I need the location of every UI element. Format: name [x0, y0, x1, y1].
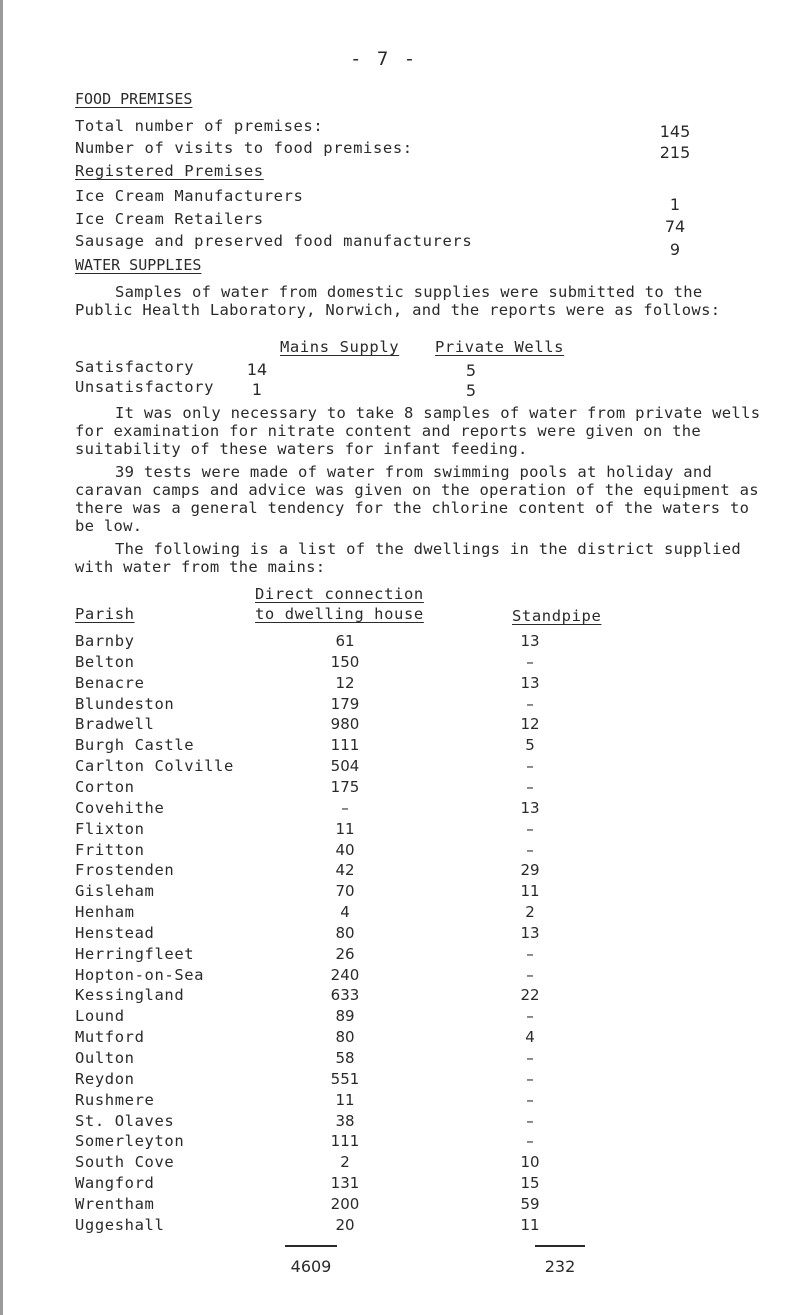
direct-connection-count: 150 — [330, 652, 360, 671]
direct-connection-count: 111 — [330, 736, 360, 755]
standpipe-count: – — [526, 652, 534, 671]
parish-name: Barnby — [75, 632, 135, 650]
standpipe-count: 13 — [520, 632, 540, 650]
direct-connection-count: 89 — [335, 1007, 355, 1026]
registered-item-value: 1 — [669, 195, 681, 214]
registered-item-value: 74 — [664, 217, 686, 236]
wells-count: 5 — [465, 361, 477, 380]
standpipe-count: 4 — [525, 1028, 535, 1047]
registered-item-label: Ice Cream Retailers — [75, 210, 264, 228]
parish-name: Corton — [75, 777, 135, 796]
parish-name: Gisleham — [75, 882, 155, 901]
visits-label: Number of visits to food premises: — [75, 139, 413, 157]
page-edge — [0, 0, 3, 1315]
total-rule-standpipe — [535, 1245, 585, 1247]
standpipe-count: – — [526, 840, 534, 859]
parish-name: Fritton — [75, 840, 145, 859]
direct-connection-count: 38 — [335, 1111, 355, 1130]
direct-connection-count: 179 — [330, 694, 360, 713]
registered-item-label: Ice Cream Manufacturers — [75, 187, 304, 205]
direct-connection-count: 58 — [335, 1049, 355, 1067]
food-premises-heading: FOOD PREMISES — [75, 90, 193, 108]
direct-connection-count: 12 — [335, 673, 355, 692]
page-number: - 7 - — [350, 48, 418, 70]
mains-count: 14 — [246, 360, 268, 379]
standpipe-count: – — [526, 1007, 534, 1026]
direct-connection-count: 131 — [330, 1174, 360, 1193]
parish-name: Bradwell — [75, 715, 155, 734]
direct-connection-count: 551 — [330, 1069, 360, 1088]
direct-connection-count: 42 — [335, 861, 355, 880]
standpipe-count: 15 — [520, 1174, 540, 1193]
parish-name: Lound — [75, 1007, 125, 1026]
direct-connection-header-line2: to dwelling house — [255, 605, 424, 623]
direct-connection-count: 40 — [335, 840, 355, 859]
direct-connection-count: 11 — [335, 819, 355, 838]
swimming-pools-paragraph — [75, 463, 765, 535]
parish-name: Carlton Colville — [75, 757, 234, 776]
standpipe-count: 11 — [520, 1215, 540, 1234]
parish-name: Wrentham — [75, 1194, 155, 1213]
parish-name: Rushmere — [75, 1090, 155, 1109]
wells-count: 5 — [465, 381, 477, 400]
parish-name: Belton — [75, 652, 135, 671]
swimming-pools-text: 39 tests were made of water from swimming pools at holiday and caravan camps and advice was given on the operation of the equipment as there was a general tendency for the chlorine content of the waters to be low. — [75, 463, 759, 535]
parish-name: Herringfleet — [75, 944, 195, 963]
standpipe-count: 59 — [520, 1194, 540, 1213]
standpipe-count: 22 — [520, 986, 540, 1005]
parish-name: Wangford — [75, 1174, 155, 1193]
total-direct-connection: 4609 — [290, 1257, 332, 1276]
standpipe-count: 13 — [520, 798, 540, 817]
parish-name: Somerleyton — [75, 1132, 185, 1151]
parish-name: Burgh Castle — [75, 736, 195, 755]
total-premises-label: Total number of premises: — [75, 117, 324, 135]
dwellings-list-intro-text: The following is a list of the dwellings in the district supplied with water from the mains: — [75, 540, 742, 576]
standpipe-count: 5 — [525, 736, 535, 755]
direct-connection-count: 11 — [335, 1090, 355, 1109]
standpipe-count: 11 — [520, 882, 540, 901]
direct-connection-count: 200 — [330, 1194, 360, 1213]
visits-value: 215 — [659, 143, 691, 162]
direct-connection-count: 633 — [330, 986, 360, 1005]
parish-column-header: Parish — [75, 605, 135, 623]
mains-count: 1 — [251, 380, 263, 399]
standpipe-count: 13 — [520, 673, 540, 692]
direct-connection-count: 70 — [335, 882, 355, 901]
registered-item-label: Sausage and preserved food manufacturers — [75, 232, 473, 250]
standpipe-count: 29 — [520, 861, 540, 880]
parish-name: Covehithe — [75, 798, 165, 817]
standpipe-count: – — [526, 944, 534, 963]
direct-connection-count: 111 — [330, 1132, 360, 1151]
mains-supply-column-header: Mains Supply — [280, 338, 400, 356]
standpipe-count: 13 — [520, 923, 540, 942]
parish-name: Frostenden — [75, 861, 175, 880]
parish-name: Benacre — [75, 673, 145, 692]
direct-connection-count: 240 — [330, 965, 360, 984]
water-supplies-heading: WATER SUPPLIES — [75, 256, 202, 274]
private-wells-paragraph — [75, 404, 765, 458]
standpipe-count: – — [526, 1090, 534, 1109]
parish-name: Flixton — [75, 819, 145, 838]
parish-name: Henham — [75, 903, 135, 922]
sample-result-label: Unsatisfactory — [75, 378, 215, 396]
parish-name: Blundeston — [75, 694, 175, 713]
direct-connection-count: 175 — [330, 777, 360, 796]
water-intro-paragraph — [75, 283, 765, 319]
parish-name: South Cove — [75, 1153, 175, 1172]
total-premises-value: 145 — [659, 122, 691, 141]
direct-connection-header: Direct connection — [255, 585, 424, 603]
parish-name: Kessingland — [75, 986, 185, 1005]
direct-connection-count: 61 — [335, 632, 355, 650]
direct-connection-count: – — [341, 798, 349, 817]
direct-connection-count: 504 — [330, 757, 360, 776]
parish-name: Reydon — [75, 1069, 135, 1088]
standpipe-count: 10 — [520, 1153, 540, 1172]
standpipe-count: – — [526, 694, 534, 713]
standpipe-count: – — [526, 1132, 534, 1151]
standpipe-count: – — [526, 757, 534, 776]
standpipe-column-header: Standpipe — [512, 607, 602, 625]
standpipe-count: 2 — [525, 903, 535, 922]
standpipe-count: – — [526, 777, 534, 796]
registered-item-value: 9 — [669, 240, 681, 259]
parish-name: Oulton — [75, 1049, 135, 1067]
direct-connection-count: 980 — [330, 715, 360, 734]
private-wells-column-header: Private Wells — [435, 338, 565, 356]
direct-connection-count: 2 — [340, 1153, 350, 1172]
standpipe-count: 12 — [520, 715, 540, 734]
direct-connection-count: 26 — [335, 944, 355, 963]
standpipe-count: – — [526, 819, 534, 838]
direct-connection-count: 80 — [335, 1028, 355, 1047]
standpipe-count: – — [526, 1049, 534, 1067]
water-intro-text: Samples of water from domestic supplies were submitted to the Public Health Laboratory, Norwich, and the reports were as follows: — [75, 283, 721, 319]
direct-connection-count: 4 — [340, 903, 350, 922]
parish-name: Hopton-on-Sea — [75, 965, 205, 984]
sample-result-label: Satisfactory — [75, 358, 195, 376]
total-standpipe: 232 — [544, 1257, 576, 1276]
registered-premises-heading: Registered Premises — [75, 162, 264, 180]
direct-connection-count: 80 — [335, 923, 355, 942]
standpipe-count: – — [526, 1069, 534, 1088]
parish-name: Uggeshall — [75, 1215, 165, 1234]
direct-connection-count: 20 — [335, 1215, 355, 1234]
total-rule-direct — [285, 1245, 337, 1247]
dwellings-list-intro — [75, 540, 765, 576]
parish-name: St. Olaves — [75, 1111, 175, 1130]
private-wells-text: It was only necessary to take 8 samples of water from private wells for examination for nitrate content and reports were given on the suitability of these waters for infant feeding. — [75, 404, 761, 458]
standpipe-count: – — [526, 1111, 534, 1130]
standpipe-count: – — [526, 965, 534, 984]
parish-name: Mutford — [75, 1028, 145, 1047]
parish-name: Henstead — [75, 923, 155, 942]
